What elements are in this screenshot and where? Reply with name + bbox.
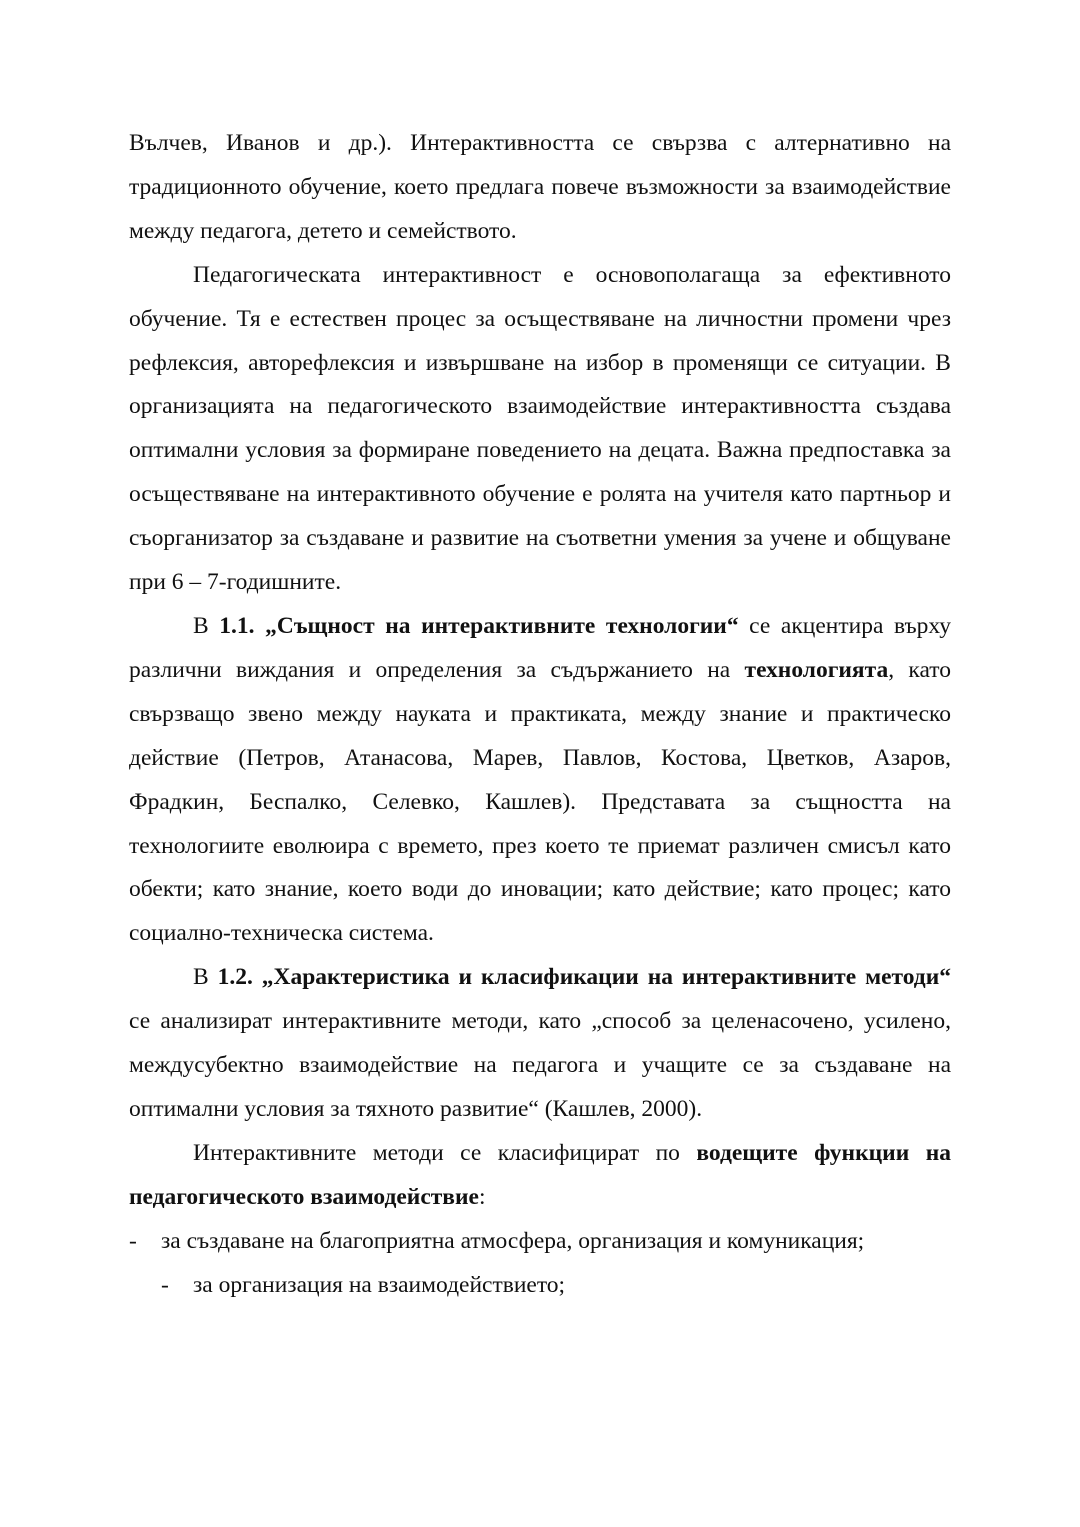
list-item-text: за организация на взаимодействието; [193,1271,566,1298]
paragraph-2: Педагогическата интерактивност е основополагаща за ефективното обучение. Тя е естествен процес за осъществяване на личностни промени чрез рефлексия, авторефлексия и извършване на избор в променящи се ситуации. В организацията на педагогическото взаимодействие интерактивността създава оптимални условия за формиране поведението на децата. Важна предпоставка за осъществяване на интерактивното обучение е ролята на учителя като партньор и съорганизатор за създаване и развитие на съответни умения за учене и общуване при 6 – 7-годишните. [129,261,951,596]
list-item [129,1220,951,1264]
paragraph-3-mid: се акцентира върху различни виждания и определения за съдържанието на [129,612,951,683]
paragraph-4-rest: се анализират интерактивните методи, като „способ за целенасочено, усилено, междусубектно взаимодействие на педагога и учащите се за създаване на оптимални условия за тяхното развитие“ (Кашлев, 2000). [129,1008,951,1122]
list-dash: - [129,1227,137,1254]
paragraph-3-rest: , като свързващо звено между науката и практиката, между знание и практическо действие (Петров, Атанасова, Марев, Павлов, Костова, Цветков, Азаров, Фрадкин, Беспалко, Селевко, Кашлев). Представата за същността на технологиите еволюира с времето, през което те приемат различен смисъл като обекти; като знание, което води до иновации; като действие; като процес; като социално-техническа система. [129,656,951,947]
term-technology: технологията [744,656,889,683]
list-item-text: за създаване на благоприятна атмосфера, организация и комуникация; [161,1227,865,1254]
paragraph-5-lead: Интерактивните методи се класифицират по [193,1139,697,1166]
paragraph-5-rest: : [478,1183,486,1210]
paragraph-4-lead: В [193,964,218,991]
list-dash: - [161,1271,169,1298]
list-item [129,1264,951,1308]
leading-functions-term: водещите функции на педагогическото взаимодействие [129,1139,951,1210]
paragraph-5 [129,1132,951,1220]
paragraph-4 [129,956,951,1132]
paragraph-3 [129,605,951,956]
section-1-1-title: 1.1. „Същност на интерактивните технологии“ [219,612,739,639]
paragraph-1: Вълчев, Иванов и др.). Интерактивността се свързва с алтернативно на традиционното обучение, което предлага повече възможности за взаимодействие между педагога, детето и семейството. [129,130,951,244]
section-1-2-title: 1.2. „Характеристика и класификации на интерактивните методи“ [217,964,951,991]
paragraph-3-lead: В [193,612,220,639]
document-page [129,122,951,1307]
